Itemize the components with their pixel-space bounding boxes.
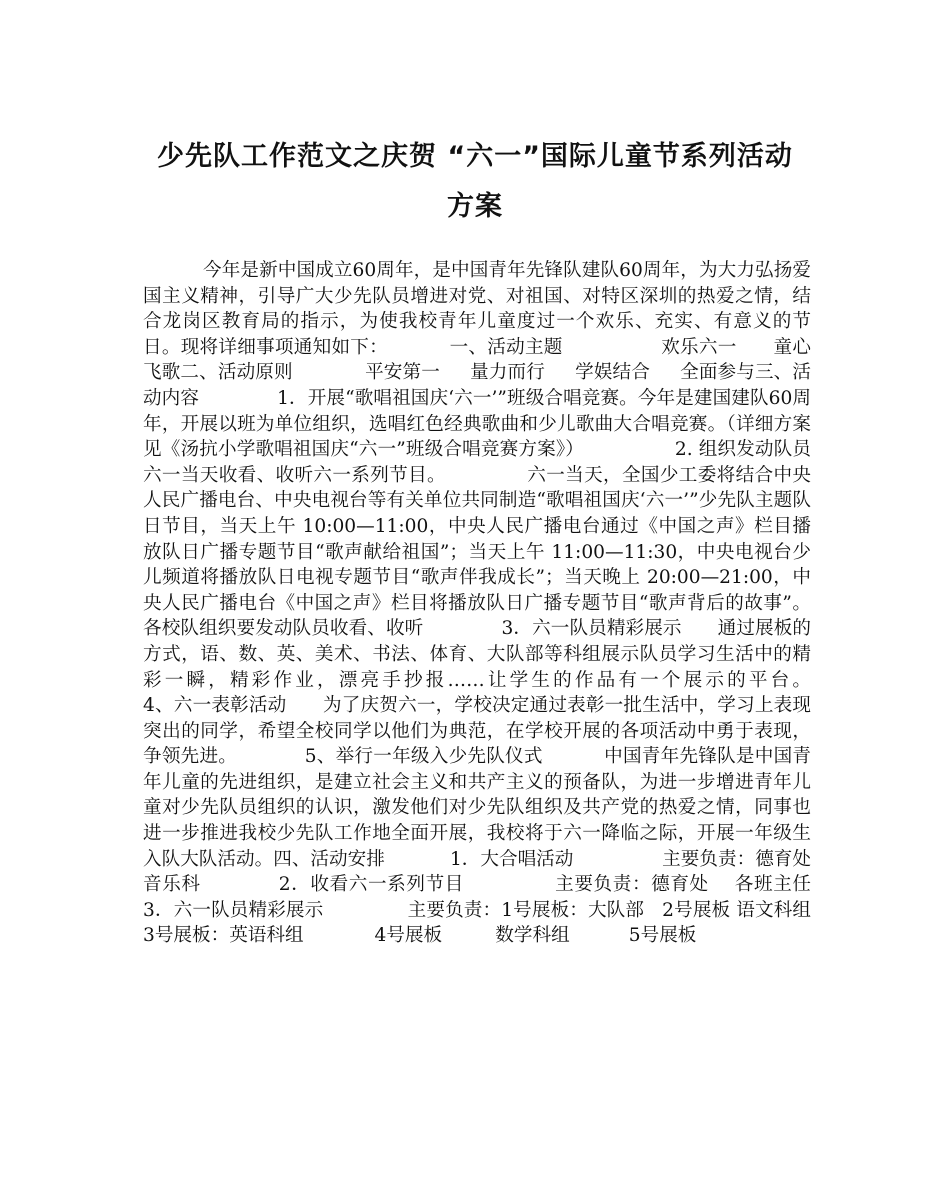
title-line-1: 少先队工作范文之庆贺 “六一”国际儿童节系列活动 [157, 141, 793, 172]
document-title [120, 132, 830, 232]
document-body: 今年是新中国成立60周年，是中国青年先锋队建队60周年，为大力弘扬爱国主义精神，引导广大少先队员增进对党、对祖国、对特区深圳的热爱之情，结合龙岗区教育局的指示，为使我校青年儿童度过一个欢乐、充实、有意义的节日。现将详细事项通知如下： 一、活动主题 欢乐六一 童心飞歌二、活动原则 平安第一 量力而行 学娱结合 全面参与三、活动内容 1．开展“歌唱祖国庆‘六一’”班级合唱竞赛。今年是建国建队60周年，开展以班为单位组织，选唱红色经典歌曲和少儿歌曲大合唱竞赛。（详细方案见《汤抗小学歌唱祖国庆“六一”班级合唱竞赛方案》） 2. 组织发动队员六一当天收看、收听六一系列节目。 六一当天，全国少工委将结合中央人民广播电台、中央电视台等有关单位共同制造“歌唱祖国庆‘六一’”少先队主题队日节目，当天上午 10:00—11:00，中央人民广播电台通过《中国之声》栏目播放队日广播专题节目“歌声献给祖国”；当天上午 11:00—11:30，中央电视台少儿频道将播放队日电视专题节目“歌声伴我成长”；当天晚上 20:00—21:00，中央人民广播电台《中国之声》栏目将播放队日广播专题节目“歌声背后的故事”。各校队组织要发动队员收看、收听 3．六一队员精彩展示 通过展板的方式，语、数、英、美术、书法、体育、大队部等科组展示队员学习生活中的精彩一瞬，精彩作业，漂亮手抄报……让学生的作品有一个展示的平台。 4、六一表彰活动 为了庆贺六一，学校决定通过表彰一批生活中，学习上表现突出的同学，希望全校同学以他们为典范，在学校开展的各项活动中勇于表现，争领先进。 5、举行一年级入少先队仪式 中国青年先锋队是中国青年儿童的先进组织，是建立社会主义和共产主义的预备队，为进一步增进青年儿童对少先队员组织的认识，激发他们对少先队组织及共产党的热爱之情，同事也进一步推进我校少先队工作地全面开展，我校将于六一降临之际，开展一年级生入队大队活动。四、活动安排 1．大合唱活动 主要负责：德育处 音乐科 2．收看六一系列节目 主要负责：德育处 各班主任 3．六一队员精彩展示 主要负责：1号展板：大队部 2号展板 语文科组 3号展板：英语科组 4号展板 数学科组 5号展板 [143, 260, 882, 947]
title-line-2: 方案 [447, 191, 503, 222]
